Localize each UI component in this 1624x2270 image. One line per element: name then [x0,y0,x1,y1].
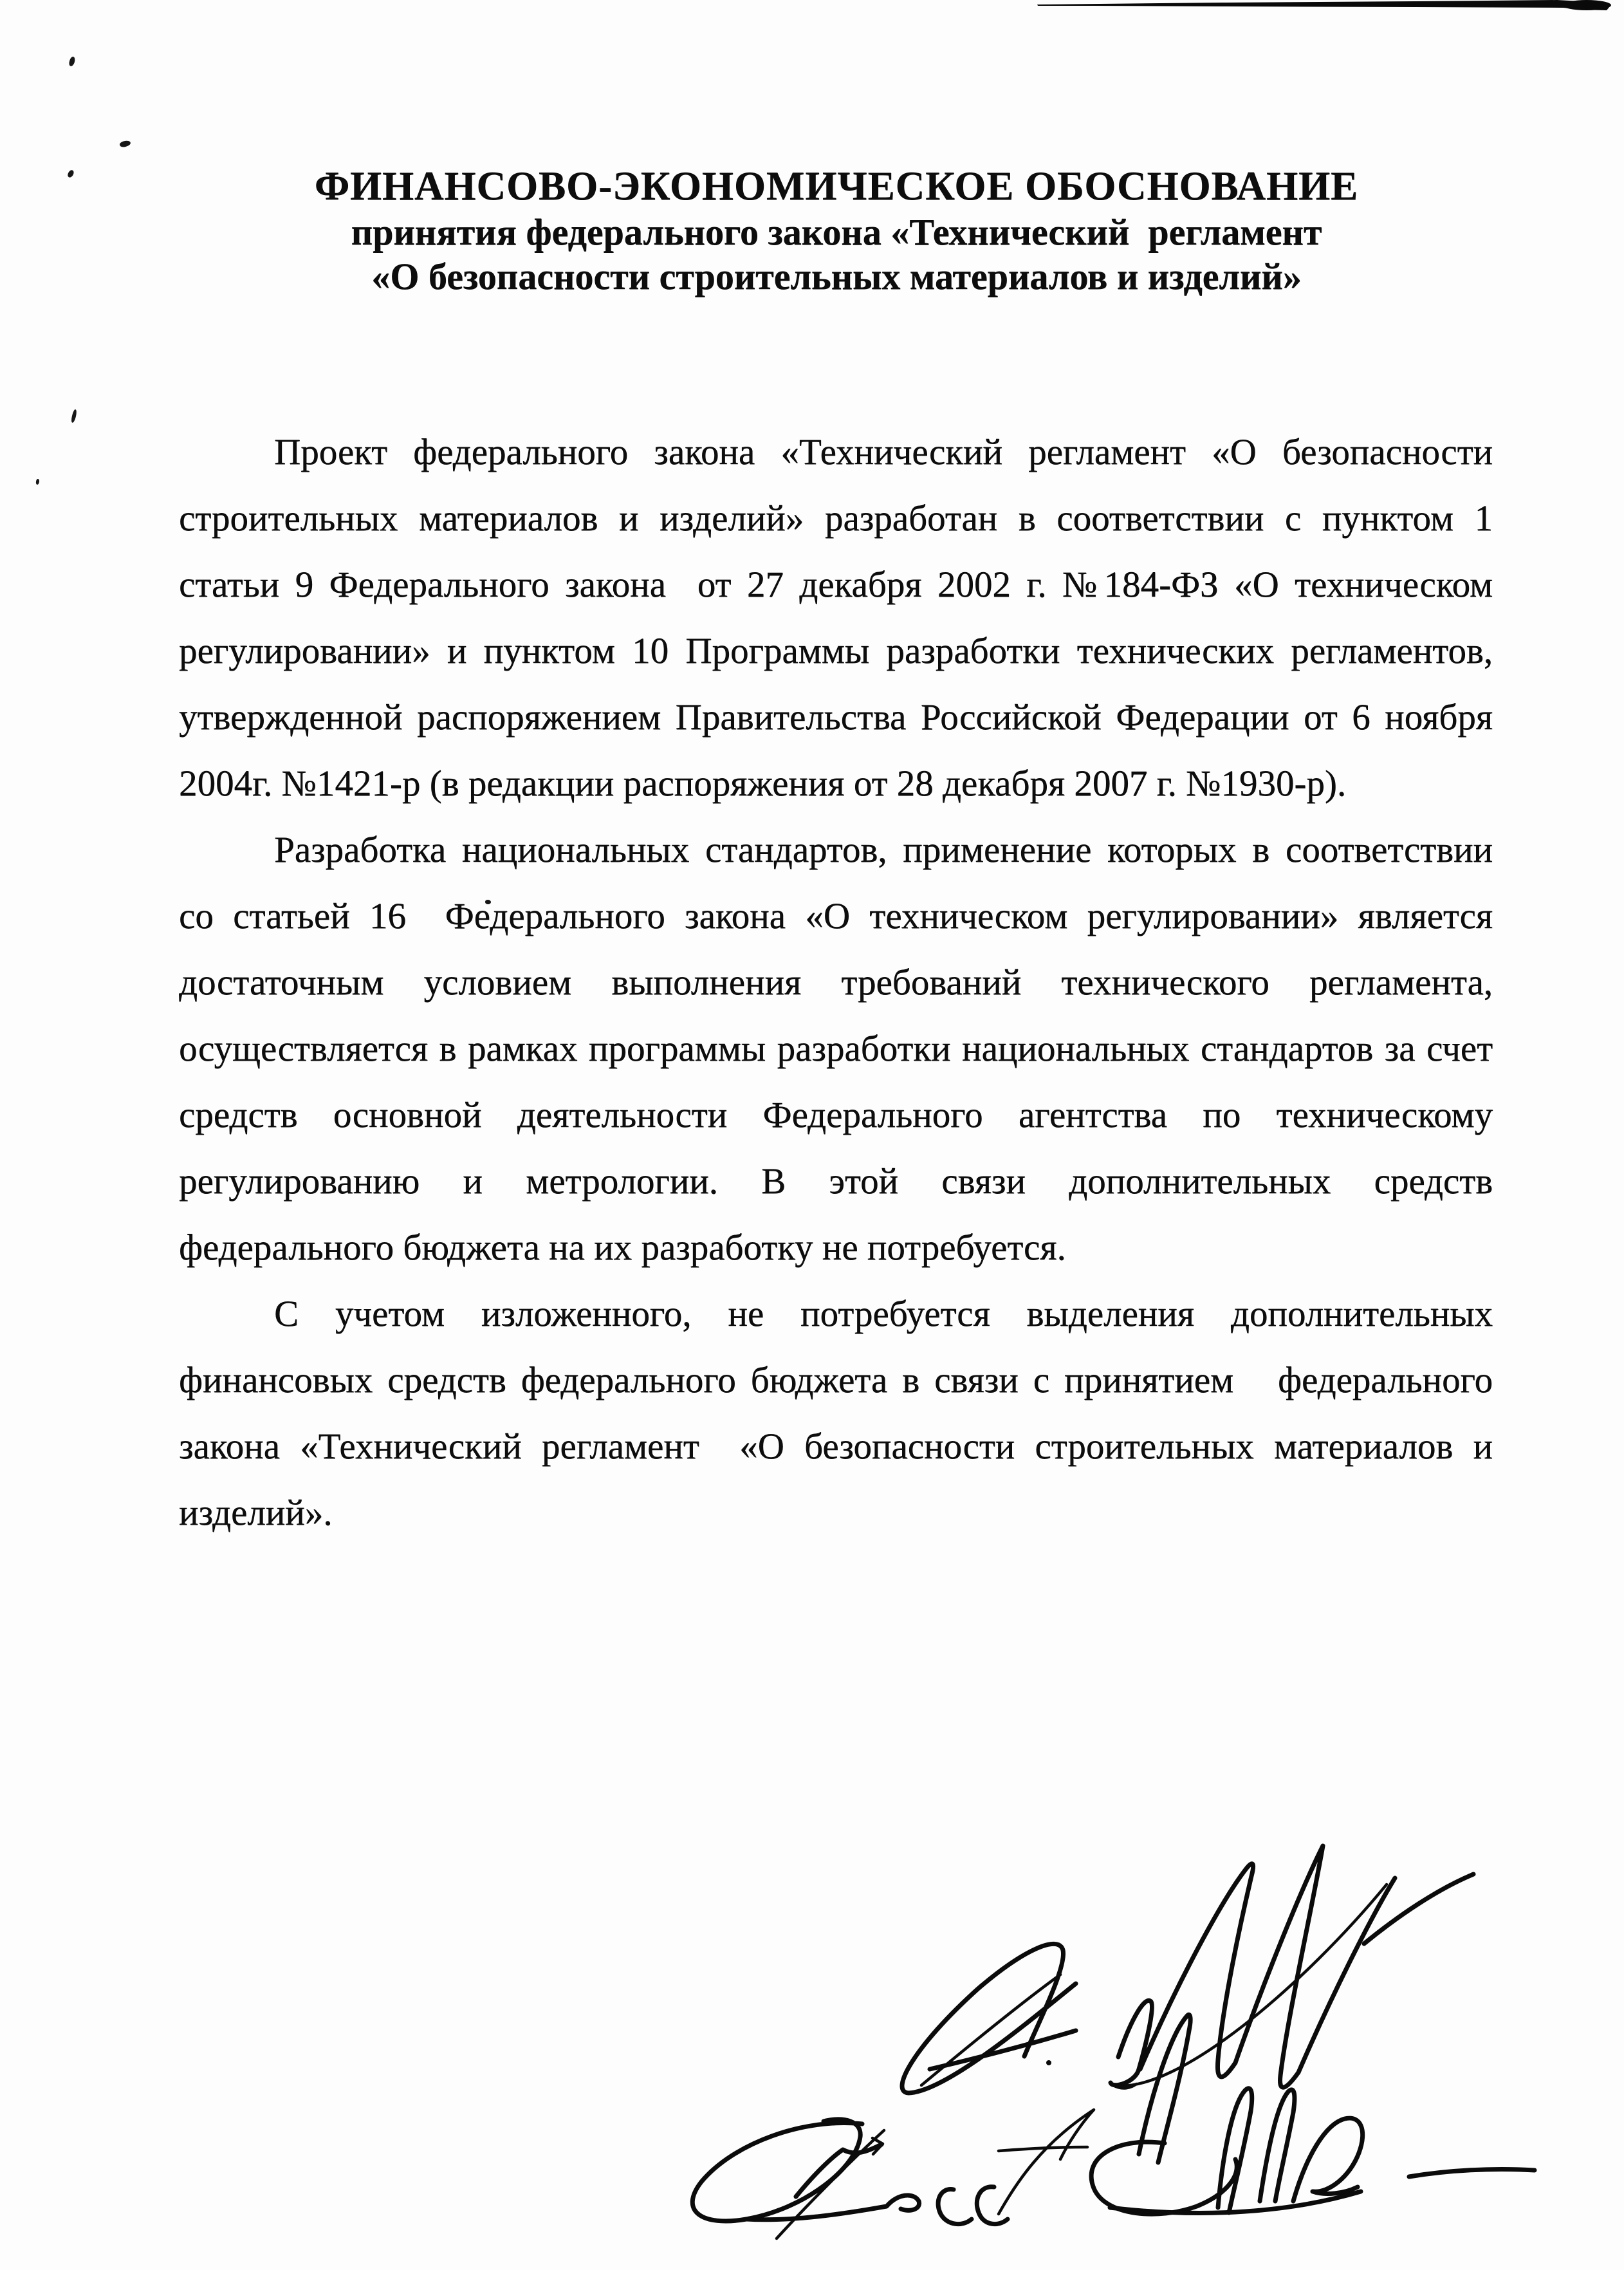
body-line: финансовых средств федерального бюджета в связи с принятием федерального [179,1360,1493,1400]
body-line: 2004г. №1421-р (в редакции распоряжения от 28 декабря 2007 г. №1930-р). [179,763,1347,804]
scan-speck [119,140,131,148]
body-line: средств основной деятельности Федерального агентства по техническому [179,1095,1493,1135]
body-line: регулировании» и пунктом 10 Программы разработки технических регламентов, [179,631,1493,671]
scan-edge-artifact [0,0,1624,26]
body-line: Проект федерального закона «Технический регламент «О безопасности [274,432,1493,472]
body-line: утвержденной распоряжением Правительства Российской Федерации от 6 ноября [179,697,1493,738]
document-body [179,419,1493,1546]
scan-speck [35,479,39,485]
body-line: федерального бюджета на их разработку не потребуется. [179,1227,1066,1268]
body-line: строительных материалов и изделий» разработан в соответствии с пунктом 1 [179,498,1493,539]
body-line: статьи 9 Федерального закона от 27 декабря 2002 г. №184-ФЗ «О техническом [179,564,1493,605]
paragraph [179,419,1493,817]
title-line-3: «О безопасности строительных материалов и изделий» [371,256,1302,297]
body-line: изделий». [179,1493,333,1533]
body-line: закона «Технический регламент «О безопасности строительных материалов и [179,1426,1493,1467]
body-line: осуществляется в рамках программы разработки национальных стандартов за счет [179,1028,1493,1069]
body-line: достаточным условием выполнения требований технического регламента, [179,962,1493,1003]
scan-speck [71,409,78,423]
signature-scribble [669,1828,1583,2253]
document-title [180,162,1493,299]
paragraph [179,817,1493,1281]
body-line: регулированию и метрологии. В этой связи дополнительных средств [179,1161,1493,1202]
scan-speck [68,56,76,67]
body-line: Разработка национальных стандартов, применение которых в соответствии [274,830,1493,870]
body-line: со статьей 16 Федерального закона «О техническом регулировании» является [179,896,1493,936]
body-line: С учетом изложенного, не потребуется выделения дополнительных [274,1294,1493,1334]
scan-speck [66,169,75,178]
title-line-2: принятия федерального закона «Технический регламент [351,211,1322,253]
title-line-1: ФИНАНСОВО-ЭКОНОМИЧЕСКОЕ ОБОСНОВАНИЕ [314,163,1359,209]
paragraph [179,1281,1493,1546]
